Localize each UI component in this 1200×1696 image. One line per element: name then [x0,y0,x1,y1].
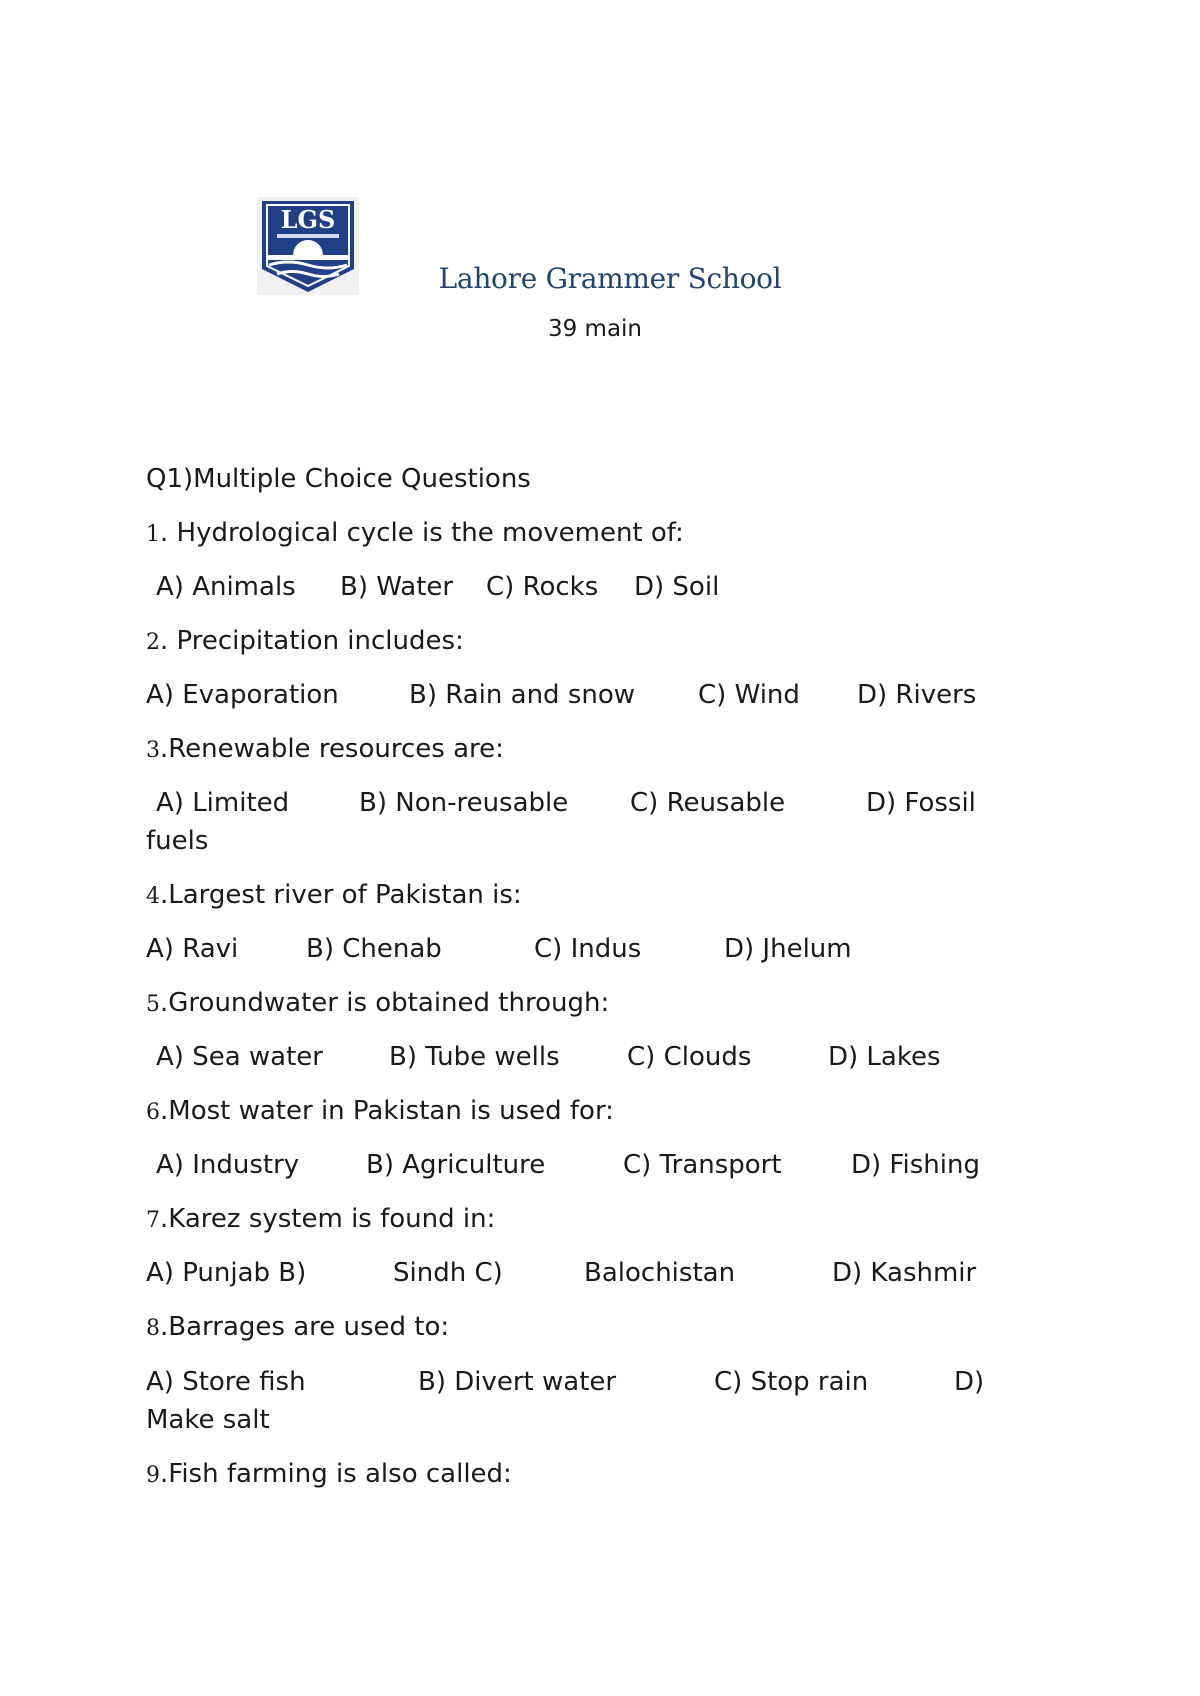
question-4 [146,876,1016,916]
question-text: Karez system is found in: [168,1204,496,1234]
option-c: C) Indus [534,934,642,964]
question-text: Barrages are used to: [168,1312,450,1342]
question-number: 4 [146,884,160,909]
option-c: C) Reusable [630,788,786,818]
question-text: Largest river of Pakistan is: [168,880,522,910]
question-separator: . [160,518,177,548]
question-5 [146,984,1016,1024]
question-number: 7 [146,1208,160,1233]
question-separator: . [160,1096,169,1126]
option-d: D) Rivers [857,680,977,710]
question-1 [146,514,1016,554]
option-c: C) Stop rain [714,1367,869,1397]
option-c: C) Wind [698,680,800,710]
question-5-options [156,1038,1026,1076]
option-b: B) Chenab [306,934,442,964]
question-4-options [146,930,1016,968]
question-separator: . [160,626,177,656]
option-d: D) [954,1367,985,1397]
section-title: Q1)Multiple Choice Questions [146,464,531,494]
question-2 [146,622,1016,662]
option-d: D) Kashmir [832,1258,977,1288]
question-7 [146,1200,1016,1240]
option-b: B) Non-reusable [359,788,569,818]
question-text: Precipitation includes: [176,626,464,656]
question-text: Fish farming is also called: [168,1459,512,1489]
question-separator: . [160,880,169,910]
question-text: Renewable resources are: [168,734,504,764]
question-1-options [156,568,1026,606]
question-number: 5 [146,992,160,1017]
option-a: A) Industry [156,1150,300,1180]
question-6 [146,1092,1016,1132]
question-3-options [156,784,1026,822]
question-number: 9 [146,1463,160,1488]
question-8 [146,1308,1016,1348]
question-2-options [146,676,1016,714]
question-6-options [156,1146,1026,1184]
question-8-options [146,1363,1016,1401]
logo-text: LGS [280,205,336,234]
question-separator: . [160,1204,169,1234]
option-a: A) Punjab B) [146,1258,307,1288]
option-a: A) Ravi [146,934,239,964]
question-text: Groundwater is obtained through: [168,988,610,1018]
question-7-options [146,1254,1016,1292]
option-a: A) Animals [156,572,296,602]
option-b: B) Tube wells [389,1042,560,1072]
option-d: D) Lakes [828,1042,941,1072]
question-separator: . [160,988,169,1018]
question-number: 1 [146,522,160,547]
option-b: B) Agriculture [366,1150,546,1180]
question-8-wrap: Make salt [146,1405,270,1435]
question-separator: . [160,1312,169,1342]
question-number: 2 [146,630,160,655]
option-d: D) Fossil [866,788,976,818]
question-separator: . [160,1459,169,1489]
question-9 [146,1455,1016,1495]
option-c: Balochistan [584,1258,736,1288]
question-number: 8 [146,1316,160,1341]
option-d: D) Jhelum [724,934,852,964]
option-c: C) Clouds [627,1042,752,1072]
question-number: 3 [146,738,160,763]
option-a: A) Store fish [146,1367,306,1397]
question-separator: . [160,734,169,764]
option-d: D) Soil [634,572,720,602]
option-a: A) Limited [156,788,290,818]
campus-label: 39 main [547,316,643,342]
question-number: 6 [146,1100,160,1125]
question-3 [146,730,1016,770]
option-a: A) Sea water [156,1042,323,1072]
option-b: Sindh C) [393,1258,503,1288]
school-name: Lahore Grammer School [438,262,782,295]
option-c: C) Transport [623,1150,782,1180]
question-text: Hydrological cycle is the movement of: [176,518,684,548]
option-d: D) Fishing [851,1150,980,1180]
option-c: C) Rocks [486,572,599,602]
question-3-wrap: fuels [146,826,209,856]
question-text: Most water in Pakistan is used for: [168,1096,614,1126]
option-b: B) Divert water [418,1367,617,1397]
option-b: B) Rain and snow [409,680,636,710]
option-b: B) Water [340,572,454,602]
option-a: A) Evaporation [146,680,339,710]
